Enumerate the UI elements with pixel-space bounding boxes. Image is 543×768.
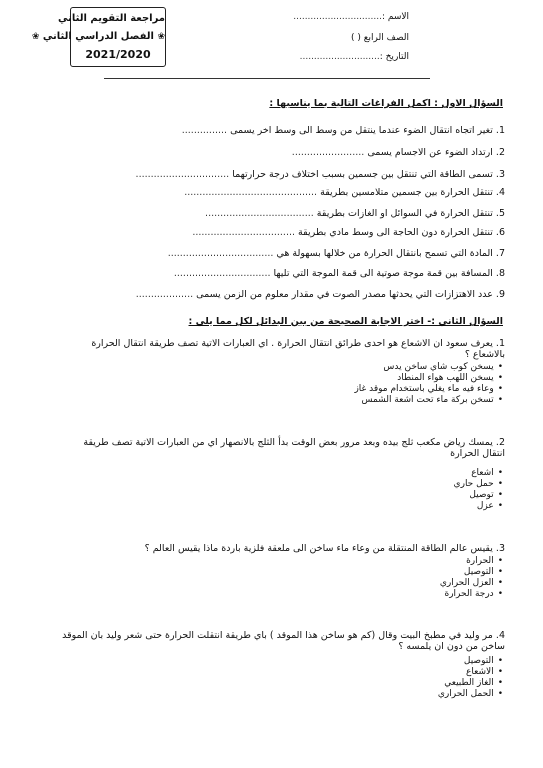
option[interactable]: • التوصيل [438,656,503,667]
mcq-question-4: 4. مر وليد في مطبخ البيت وقال (كم هو ساخن هذا الموقد ) باي طريقة انتقلت الحرارة حتى شعر وليد بان الموقد ساخن من دون ان يلمسه ؟ [62,630,505,652]
fill-question-8: 8. المسافة بين قمة موجة صوتية الى قمة الموجة التي تليها ................................ [173,268,505,279]
option[interactable]: • الحمل الحراري [438,689,503,700]
date-field: التاريخ :............................ [299,52,409,62]
mcq-question-3: 3. يقيس عالم الطاقة المنتقلة من وعاء ماء ساخن الى ملعقة فلزية باردة ماذا يقيس العالم ؟ [144,543,505,554]
option[interactable]: • يسخن كوب شاي ساخن يدس [354,362,503,373]
option[interactable]: • يسخن اللهب هواء المنطاد [354,373,503,384]
title-line2: ❀ الفصل الدراسي الثاني ❀ [31,31,165,42]
mcq-options-3 [440,556,503,600]
mcq-question-1: 1. يعرف سعود ان الاشعاع هو احدى طرائق انتقال الحرارة . اي العبارات الاتية تصف طريقة انتقال الحرارة بالاشعاع ؟ [91,338,505,360]
school-year: 2021/2020 [85,48,151,61]
fill-question-2: 2. ارتداد الضوء عن الاجسام يسمى ........................ [291,147,505,158]
name-field: الاسم :............................... [293,12,409,22]
fill-question-3: 3. تسمى الطاقة التي تنتقل بين جسمين بسبب اختلاف درجة حرارتهما ............................... [135,169,505,180]
fill-question-5: 5. تنتقل الحرارة في السوائل او الغازات بطريقة .................................... [205,208,505,219]
mcq-options-2 [454,468,503,512]
section1-title: السؤال الاول : اكمل الفراغات التالية بما يناسبها : [269,98,503,109]
option[interactable]: • الغاز الطبيعي [438,678,503,689]
option[interactable]: • عزل [454,501,503,512]
option[interactable]: • الحرارة [440,556,503,567]
fill-question-9: 9. عدد الاهتزازات التي يحدثها مصدر الصوت في مقدار معلوم من الزمن يسمى ................... [135,289,505,300]
option[interactable]: • وعاء فيه ماء يغلي باستخدام موقد غاز [354,384,503,395]
section2-title: السؤال الثاني :- اختر الاجابة الصحيحة من بين البدائل لكل مما يلي : [188,316,503,327]
option[interactable]: • العزل الحراري [440,578,503,589]
fill-question-6: 6. تنتقل الحرارة دون الحاجة الى وسط مادي بطريقة .................................. [192,227,505,238]
ornament-icon: ❀ [157,32,165,42]
ornament-icon: ❀ [31,32,40,42]
title-line1: مراجعة التقويم الثاني [58,13,165,24]
class-field: الصف الرابع ( ) [351,33,409,43]
mcq-question-2: 2. يمسك رياض مكعب ثلج بيده وبعد مرور بعض الوقت بدأ الثلج بالانصهار اي من العبارات الاتية تصف طريقة انتقال الحرارة [83,437,505,459]
option[interactable]: • حمل حاري [454,479,503,490]
option[interactable]: • توصيل [454,490,503,501]
fill-question-1: 1. تغير اتجاه انتقال الضوء عندما ينتقل من وسط الى وسط اخر يسمى ............... [181,125,505,136]
title-box [31,7,166,67]
fill-question-4: 4. تنتقل الحرارة بين جسمين متلامسين بطريقة ............................................ [184,187,505,198]
option[interactable]: • تسخن بركة ماء تحت اشعة الشمس [354,395,503,406]
option[interactable]: • التوصيل [440,567,503,578]
option[interactable]: • الاشعاع [438,667,503,678]
option[interactable]: • درجة الحرارة [440,589,503,600]
mcq-options-1 [354,362,503,406]
mcq-options-4 [438,656,503,700]
header-divider [104,78,430,79]
option[interactable]: • اشعاع [454,468,503,479]
fill-question-7: 7. المادة التي تسمح بانتقال الحرارة من خلالها بسهولة هي ................................... [167,248,505,259]
